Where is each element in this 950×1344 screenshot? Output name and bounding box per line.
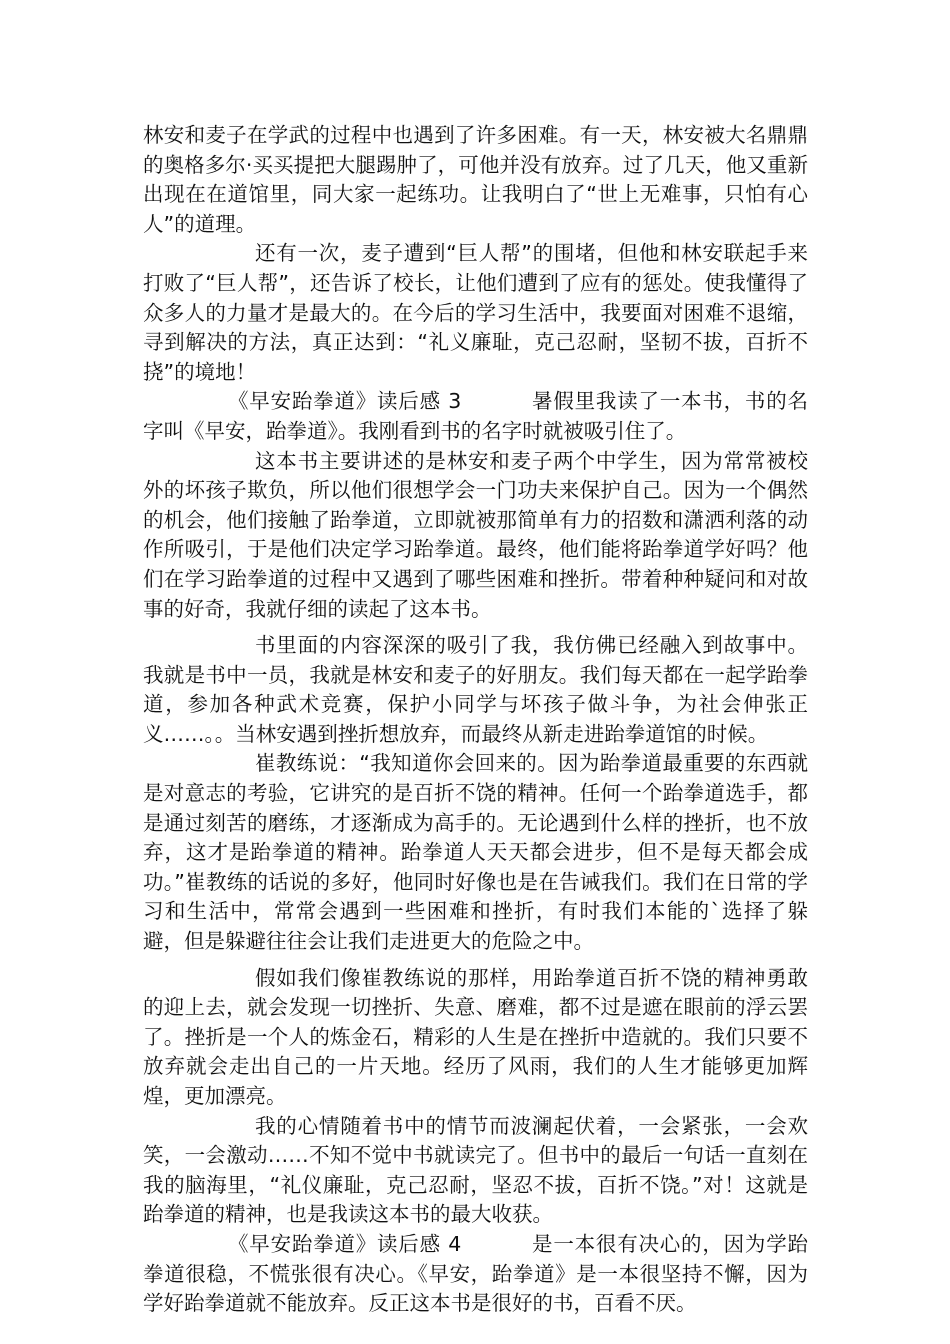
essay-3-opening: 暑假里我读了一本书，书的名字叫《早安，跆拳道》。我刚看到书的名字时就被吸引住了。 [143, 389, 809, 443]
document-page [143, 121, 808, 1319]
essay-3-intro [143, 387, 808, 446]
essay-3-title: 《早安跆拳道》读后感 3 [228, 389, 462, 414]
paragraph-3: 这本书主要讲述的是林安和麦子两个中学生，因为常常被校外的坏孩子欺负，所以他们很想学会一门功夫来保护自己。因为一个偶然的机会，他们接触了跆拳道，立即就被那简单有力的招数和潇洒利落的动作所吸引，于是他们决定学习跆拳道。最终，他们能将跆拳道学好吗？他们在学习跆拳道的过程中又遇到了哪些困难和挫折。带着种种疑问和对故事的好奇，我就仔细的读起了这本书。 [143, 448, 808, 621]
essay-4-intro [143, 1230, 808, 1319]
essay-4-title: 《早安跆拳道》读后感 4 [228, 1231, 462, 1256]
paragraph-5: 崔教练说：“我知道你会回来的。因为跆拳道最重要的东西就是对意志的考验，它讲究的是百折不饶的精神。任何一个跆拳道选手，都是通过刻苦的磨练，才逐渐成为高手的。无论遇到什么样的挫折，也不放弃，这才是跆拳道的精神。跆拳道人天天都会进步，但不是每天都会成功。”崔教练的话说的多好，他同时好像也是在告诫我们。我们在日常的学习和生活中，常常会遇到一些困难和挫折，有时我们本能的`选择了躲避，但是躲避往往会让我们走进更大的危险之中。 [143, 751, 808, 954]
paragraph-7: 我的心情随着书中的情节而波澜起伏着，一会紧张，一会欢笑，一会激动……不知不觉中书就读完了。但书中的最后一句话一直刻在我的脑海里，“礼仪廉耻，克己忍耐，坚忍不拔，百折不饶。”对！这就是跆拳道的精神，也是我读这本书的最大收获。 [143, 1113, 808, 1227]
paragraph-6: 假如我们像崔教练说的那样，用跆拳道百折不饶的精神勇敢的迎上去，就会发现一切挫折、失意、磨难，都不过是遮在眼前的浮云罢了。挫折是一个人的炼金石，精彩的人生是在挫折中造就的。我们只要不放弃就会走出自己的一片天地。经历了风雨，我们的人生才能够更加辉煌，更加漂亮。 [143, 965, 808, 1108]
paragraph-1: 林安和麦子在学武的过程中也遇到了许多困难。有一天，林安被大名鼎鼎的奥格多尔·买买提把大腿踢肿了，可他并没有放弃。过了几天，他又重新出现在在道馆里，同大家一起练功。让我明白了“世上无难事，只怕有心人”的道理。 [143, 123, 808, 236]
paragraph-4: 书里面的内容深深的吸引了我，我仿佛已经融入到故事中。我就是书中一员，我就是林安和麦子的好朋友。我们每天都在一起学跆拳道，参加各种武术竞赛，保护小同学与坏孩子做斗争，为社会伸张正义……。。当林安遇到挫折想放弃，而最终从新走进跆拳道馆的时候。 [143, 633, 808, 746]
essay-4-opening: 是一本很有决心的，因为学跆拳道很稳，不慌张很有决心。《早安，跆拳道》是一本很坚持不懈，因为学好跆拳道就不能放弃。反正这本书是很好的书，百看不厌。 [143, 1231, 809, 1316]
paragraph-2: 还有一次，麦子遭到“巨人帮”的围堵，但他和林安联起手来打败了“巨人帮”，还告诉了校长，让他们遭到了应有的惩处。使我懂得了众多人的力量才是最大的。在今后的学习生活中，我要面对困难不退缩，寻到解决的方法，真正达到：“礼义廉耻，克己忍耐，坚韧不拔，百折不挠”的境地！ [143, 241, 808, 384]
